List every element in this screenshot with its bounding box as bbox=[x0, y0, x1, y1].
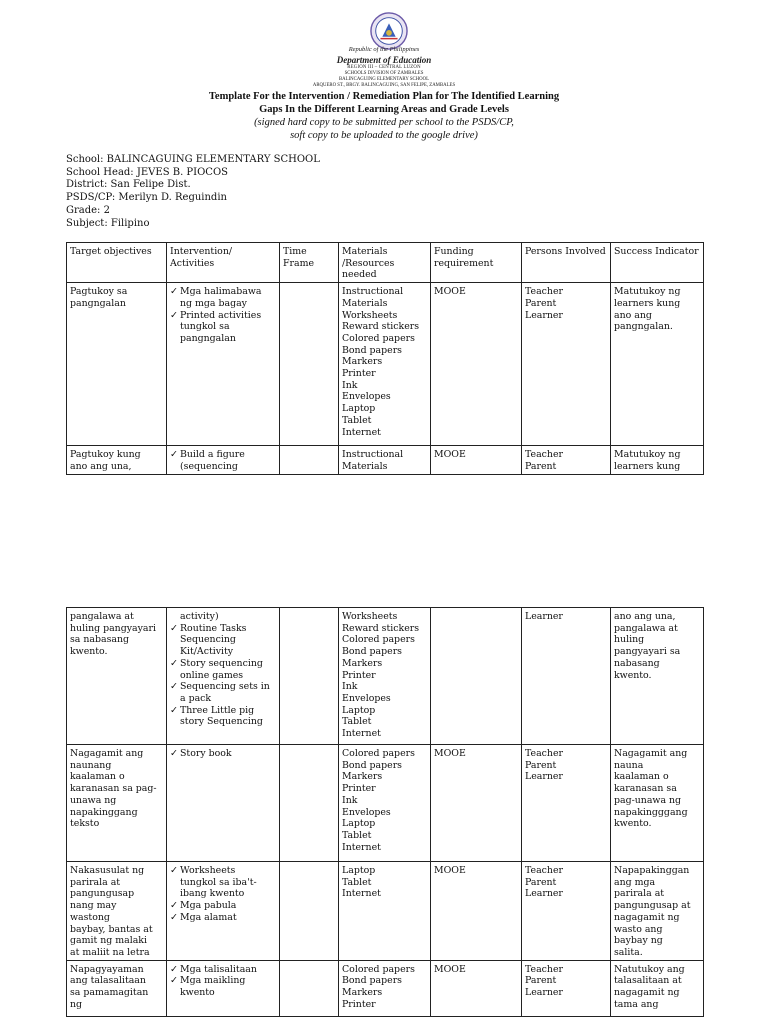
materials-line: Colored papers bbox=[342, 748, 415, 759]
funding-line: MOOE bbox=[434, 748, 466, 759]
objective-line: unawa ng bbox=[70, 794, 117, 806]
cell-funding bbox=[431, 283, 522, 446]
activity-line: Kit/Activity bbox=[180, 646, 234, 658]
objective-line: pangngalan bbox=[70, 297, 126, 309]
letterhead-republic: Republic of the Philippines bbox=[348, 46, 420, 53]
indicator-line: talasalitaan at bbox=[614, 975, 682, 987]
cell-persons bbox=[522, 745, 611, 862]
objective-line: kaalaman o bbox=[70, 771, 125, 783]
intervention-table-page-1 bbox=[66, 242, 704, 475]
materials-line: Envelopes bbox=[342, 692, 391, 704]
cell-objective bbox=[67, 862, 167, 961]
objective-line: Nagagamit ang bbox=[70, 748, 144, 759]
header-time-frame: Time Frame bbox=[280, 243, 339, 283]
checkmark-icon: ✓ bbox=[170, 911, 178, 923]
activity-line: tungkol sa bbox=[180, 321, 230, 333]
cell-funding bbox=[431, 608, 522, 745]
activity-item bbox=[170, 449, 276, 472]
activity-continuation: activity) bbox=[180, 611, 219, 622]
funding-line: MOOE bbox=[434, 963, 466, 975]
persons-line: Learner bbox=[525, 309, 563, 321]
indicator-line: baybay ng bbox=[614, 935, 663, 947]
activity-item bbox=[170, 748, 276, 760]
indicator-line: nagagamit ng bbox=[614, 911, 680, 923]
activity-list bbox=[170, 865, 276, 924]
cell-materials bbox=[339, 745, 431, 862]
objective-line: sa nabasang bbox=[70, 634, 130, 646]
materials-line: Laptop bbox=[342, 865, 376, 876]
activity-item bbox=[170, 912, 276, 924]
objective-line: pangungusap bbox=[70, 888, 135, 900]
activity-line: Printed activities bbox=[180, 309, 262, 321]
header-target-objectives: Target objectives bbox=[67, 243, 167, 283]
objective-line: pangalawa at bbox=[70, 611, 134, 622]
materials-line: Materials bbox=[342, 460, 388, 472]
activity-line: Mga maikling bbox=[180, 975, 246, 987]
indicator-line: parirala at bbox=[614, 888, 665, 900]
objective-line: karanasan sa pag- bbox=[70, 783, 157, 795]
activity-item bbox=[170, 286, 276, 309]
materials-line: Reward stickers bbox=[342, 622, 420, 634]
document-subtitle-line-2: soft copy to be uploaded to the google drive) bbox=[290, 130, 478, 141]
activity-line: Story sequencing bbox=[180, 657, 263, 669]
cell-time-frame bbox=[280, 745, 339, 862]
materials-line: Tablet bbox=[342, 876, 372, 888]
persons-line: Learner bbox=[525, 771, 563, 783]
cell-activities bbox=[167, 446, 280, 474]
indicator-line: learners kung bbox=[614, 460, 681, 472]
indicator-line: kwento. bbox=[614, 818, 652, 830]
persons-line: Parent bbox=[525, 975, 557, 987]
materials-line: Printer bbox=[342, 998, 376, 1010]
cell-time-frame bbox=[280, 862, 339, 961]
indicator-line: Natutukoy ang bbox=[614, 963, 685, 975]
header-success-indicator: Success Indicator bbox=[611, 243, 704, 283]
checkmark-icon: ✓ bbox=[170, 748, 178, 759]
materials-line: Instructional bbox=[342, 449, 404, 461]
cell-objective bbox=[67, 446, 167, 474]
materials-line: Colored papers bbox=[342, 963, 415, 975]
checkmark-icon: ✓ bbox=[170, 309, 178, 321]
cell-indicator bbox=[611, 608, 704, 745]
indicator-line: nagagamit ng bbox=[614, 987, 680, 999]
objective-line: ng bbox=[70, 998, 83, 1010]
persons-line: Learner bbox=[525, 888, 563, 900]
activity-line: (sequencing bbox=[180, 460, 238, 472]
materials-line: Laptop bbox=[342, 704, 376, 716]
objective-line: at maliit na letra bbox=[70, 946, 150, 958]
cell-indicator bbox=[611, 446, 704, 474]
document-subtitle-line-1: (signed hard copy to be submitted per school to the PSDS/CP, bbox=[254, 117, 514, 128]
activity-line: Mga talisalitaan bbox=[180, 963, 257, 975]
indicator-line: napakingggang bbox=[614, 806, 688, 818]
checkmark-icon: ✓ bbox=[170, 681, 178, 693]
objective-line: naunang bbox=[70, 759, 112, 771]
materials-line: Tablet bbox=[342, 829, 372, 841]
table-row bbox=[67, 960, 704, 1016]
cell-funding bbox=[431, 745, 522, 862]
materials-line: Ink bbox=[342, 794, 358, 806]
persons-line: Parent bbox=[525, 759, 557, 771]
indicator-line: Napapakinggan bbox=[614, 865, 690, 876]
activity-list bbox=[170, 623, 276, 728]
activity-line: Build a figure bbox=[180, 449, 245, 461]
cell-materials bbox=[339, 862, 431, 961]
objective-line: wastong bbox=[70, 911, 110, 923]
psds-cp: PSDS/CP: Merilyn D. Reguindin bbox=[66, 192, 227, 204]
materials-line: Envelopes bbox=[342, 391, 391, 403]
materials-line: Laptop bbox=[342, 403, 376, 415]
activity-line: Story book bbox=[180, 748, 232, 759]
indicator-line: tama ang bbox=[614, 998, 659, 1010]
indicator-line: pag-unawa ng bbox=[614, 794, 682, 806]
objective-line: parirala at bbox=[70, 876, 121, 888]
materials-line: Worksheets bbox=[342, 611, 398, 622]
objective-line: sa pamamagitan bbox=[70, 987, 149, 999]
header-materials: Materials /Resources needed bbox=[339, 243, 431, 283]
persons-line: Teacher bbox=[525, 748, 563, 759]
objective-line: ang talasalitaan bbox=[70, 975, 146, 987]
objective-line: Napagyayaman bbox=[70, 963, 144, 975]
indicator-line: pangalawa at bbox=[614, 622, 678, 634]
activity-item bbox=[170, 681, 276, 704]
objective-line: Pagtukoy sa bbox=[70, 286, 128, 298]
indicator-line: huling bbox=[614, 634, 645, 646]
indicator-line: ang mga bbox=[614, 876, 656, 888]
header-intervention-activities: Intervention/ Activities bbox=[167, 243, 280, 283]
cell-persons bbox=[522, 960, 611, 1016]
cell-activities bbox=[167, 745, 280, 862]
indicator-line: Nagagamit ang bbox=[614, 748, 688, 759]
materials-line: Bond papers bbox=[342, 646, 402, 658]
cell-objective bbox=[67, 283, 167, 446]
checkmark-icon: ✓ bbox=[170, 963, 178, 975]
materials-line: Printer bbox=[342, 368, 376, 380]
checkmark-icon: ✓ bbox=[170, 975, 178, 987]
cell-indicator bbox=[611, 960, 704, 1016]
materials-line: Materials bbox=[342, 297, 388, 309]
cell-materials bbox=[339, 960, 431, 1016]
activity-item bbox=[170, 964, 276, 976]
persons-line: Parent bbox=[525, 297, 557, 309]
deped-seal-icon bbox=[370, 12, 408, 50]
funding-line: MOOE bbox=[434, 865, 466, 876]
objective-line: Nakasusulat ng bbox=[70, 865, 145, 876]
persons-line: Teacher bbox=[525, 449, 563, 461]
materials-line: Markers bbox=[342, 771, 383, 783]
activity-line: Sequencing sets in bbox=[180, 681, 270, 693]
materials-line: Colored papers bbox=[342, 634, 415, 646]
table-header-row bbox=[67, 243, 704, 283]
cell-objective bbox=[67, 745, 167, 862]
checkmark-icon: ✓ bbox=[170, 622, 178, 634]
school-info bbox=[66, 154, 320, 230]
activity-line: pangngalan bbox=[180, 332, 236, 344]
indicator-line: pangungusap at bbox=[614, 900, 691, 912]
school-head: School Head: JEVES B. PIOCOS bbox=[66, 166, 229, 178]
persons-line: Parent bbox=[525, 876, 557, 888]
activity-line: Routine Tasks bbox=[180, 622, 247, 634]
activity-list bbox=[170, 748, 276, 760]
activity-line: tungkol sa iba't- bbox=[180, 876, 257, 888]
activity-line: Three Little pig bbox=[180, 704, 255, 716]
materials-line: Tablet bbox=[342, 414, 372, 426]
cell-activities bbox=[167, 283, 280, 446]
cell-objective bbox=[67, 960, 167, 1016]
materials-line: Internet bbox=[342, 728, 381, 740]
checkmark-icon: ✓ bbox=[170, 657, 178, 669]
district: District: San Felipe Dist. bbox=[66, 179, 191, 191]
materials-line: Markers bbox=[342, 987, 383, 999]
cell-activities bbox=[167, 608, 280, 745]
objective-line: Pagtukoy kung bbox=[70, 449, 141, 461]
indicator-line: wasto ang bbox=[614, 923, 663, 935]
letterhead-address: ARQUERO ST., BRGY. BALINCAGUING, SAN FELIPE, ZAMBALES bbox=[312, 83, 456, 88]
activity-list bbox=[170, 449, 276, 472]
indicator-line: kwento. bbox=[614, 669, 652, 681]
cell-time-frame bbox=[280, 960, 339, 1016]
indicator-line: nauna bbox=[614, 759, 644, 771]
persons-line: Learner bbox=[525, 611, 563, 622]
materials-line: Printer bbox=[342, 783, 376, 795]
materials-line: Markers bbox=[342, 657, 383, 669]
activity-line: Mga pabula bbox=[180, 900, 237, 912]
checkmark-icon: ✓ bbox=[170, 865, 178, 876]
cell-indicator bbox=[611, 862, 704, 961]
cell-indicator bbox=[611, 283, 704, 446]
materials-line: Reward stickers bbox=[342, 321, 420, 333]
materials-line: Internet bbox=[342, 841, 381, 853]
document-title-line-2: Gaps In the Different Learning Areas and Grade Levels bbox=[259, 104, 509, 115]
materials-line: Markers bbox=[342, 356, 383, 368]
materials-line: Bond papers bbox=[342, 759, 402, 771]
activity-line: ng mga bagay bbox=[180, 297, 247, 309]
objective-line: baybay, bantas at bbox=[70, 923, 153, 935]
checkmark-icon: ✓ bbox=[170, 900, 178, 912]
materials-line: Internet bbox=[342, 426, 381, 438]
cell-time-frame bbox=[280, 283, 339, 446]
activity-item bbox=[170, 975, 276, 998]
school-name: School: BALINCAGUING ELEMENTARY SCHOOL bbox=[66, 154, 320, 165]
cell-objective bbox=[67, 608, 167, 745]
funding-line: MOOE bbox=[434, 449, 466, 461]
letterhead-department: Department of Education bbox=[336, 55, 432, 65]
cell-activities bbox=[167, 862, 280, 961]
materials-line: Ink bbox=[342, 681, 358, 693]
activity-item bbox=[170, 865, 276, 900]
letterhead-school: BALINCAGUING ELEMENTARY SCHOOL bbox=[338, 77, 430, 82]
activity-line: online games bbox=[180, 669, 244, 681]
indicator-line: learners kung bbox=[614, 297, 681, 309]
materials-line: Bond papers bbox=[342, 975, 402, 987]
letterhead-division: SCHOOLS DIVISION OF ZAMBALES bbox=[344, 71, 424, 76]
materials-line: Envelopes bbox=[342, 806, 391, 818]
header-funding: Funding requirement bbox=[431, 243, 522, 283]
activity-item bbox=[170, 658, 276, 681]
activity-line: Sequencing bbox=[180, 634, 236, 646]
subject: Subject: Filipino bbox=[66, 217, 150, 229]
table-row bbox=[67, 745, 704, 862]
objective-line: ano ang una, bbox=[70, 460, 132, 472]
activity-line: Worksheets bbox=[180, 865, 236, 876]
materials-line: Instructional bbox=[342, 286, 404, 298]
indicator-line: pangngalan. bbox=[614, 321, 673, 333]
cell-funding bbox=[431, 862, 522, 961]
indicator-line: salita. bbox=[614, 946, 643, 958]
cell-materials bbox=[339, 446, 431, 474]
header-persons: Persons Involved bbox=[522, 243, 611, 283]
intervention-table-page-2 bbox=[66, 607, 704, 1017]
checkmark-icon: ✓ bbox=[170, 286, 178, 298]
cell-persons bbox=[522, 446, 611, 474]
materials-line: Tablet bbox=[342, 716, 372, 728]
materials-line: Ink bbox=[342, 379, 358, 391]
document-title-line-1: Template For the Intervention / Remediation Plan for The Identified Learning bbox=[208, 91, 560, 102]
cell-materials bbox=[339, 283, 431, 446]
indicator-line: Matutukoy ng bbox=[614, 286, 681, 298]
materials-line: Internet bbox=[342, 888, 381, 900]
objective-line: teksto bbox=[70, 818, 100, 830]
objective-line: napakinggang bbox=[70, 806, 138, 818]
table-row bbox=[67, 446, 704, 474]
objective-line: nang may bbox=[70, 900, 117, 912]
cell-activities bbox=[167, 960, 280, 1016]
persons-line: Teacher bbox=[525, 286, 563, 298]
objective-line: kwento. bbox=[70, 646, 108, 658]
materials-line: Printer bbox=[342, 669, 376, 681]
activity-line: Mga halimabawa bbox=[180, 286, 262, 298]
activity-list bbox=[170, 286, 276, 345]
cell-persons bbox=[522, 283, 611, 446]
persons-line: Parent bbox=[525, 460, 557, 472]
activity-line: a pack bbox=[180, 692, 212, 704]
persons-line: Teacher bbox=[525, 963, 563, 975]
materials-line: Worksheets bbox=[342, 309, 398, 321]
objective-line: huling pangyayari bbox=[70, 622, 156, 634]
materials-line: Bond papers bbox=[342, 344, 402, 356]
checkmark-icon: ✓ bbox=[170, 704, 178, 716]
indicator-line: nabasang bbox=[614, 657, 660, 669]
cell-funding bbox=[431, 960, 522, 1016]
objective-line: gamit ng malaki bbox=[70, 935, 147, 947]
table-row bbox=[67, 862, 704, 961]
activity-line: ibang kwento bbox=[180, 888, 245, 900]
activity-item bbox=[170, 705, 276, 728]
cell-time-frame bbox=[280, 608, 339, 745]
activity-line: story Sequencing bbox=[180, 716, 263, 728]
indicator-line: ano ang bbox=[614, 309, 652, 321]
indicator-line: karanasan sa bbox=[614, 783, 677, 795]
cell-indicator bbox=[611, 745, 704, 862]
cell-funding bbox=[431, 446, 522, 474]
cell-persons bbox=[522, 862, 611, 961]
activity-item bbox=[170, 310, 276, 345]
activity-item bbox=[170, 900, 276, 912]
activity-line: kwento bbox=[180, 987, 215, 999]
persons-line: Learner bbox=[525, 987, 563, 999]
grade: Grade: 2 bbox=[66, 204, 110, 216]
table-row bbox=[67, 283, 704, 446]
indicator-line: kaalaman o bbox=[614, 771, 669, 783]
materials-line: Laptop bbox=[342, 818, 376, 830]
activity-list bbox=[170, 964, 276, 999]
cell-persons bbox=[522, 608, 611, 745]
table-row bbox=[67, 608, 704, 745]
persons-line: Teacher bbox=[525, 865, 563, 876]
funding-line: MOOE bbox=[434, 286, 466, 298]
cell-materials bbox=[339, 608, 431, 745]
checkmark-icon: ✓ bbox=[170, 449, 178, 461]
materials-line: Colored papers bbox=[342, 332, 415, 344]
activity-line: Mga alamat bbox=[180, 911, 237, 923]
indicator-line: Matutukoy ng bbox=[614, 449, 681, 461]
cell-time-frame bbox=[280, 446, 339, 474]
indicator-line: pangyayari sa bbox=[614, 646, 681, 658]
activity-item bbox=[170, 623, 276, 658]
indicator-line: ano ang una, bbox=[614, 611, 676, 622]
letterhead-region: REGION III – CENTRAL LUZON bbox=[347, 65, 421, 70]
